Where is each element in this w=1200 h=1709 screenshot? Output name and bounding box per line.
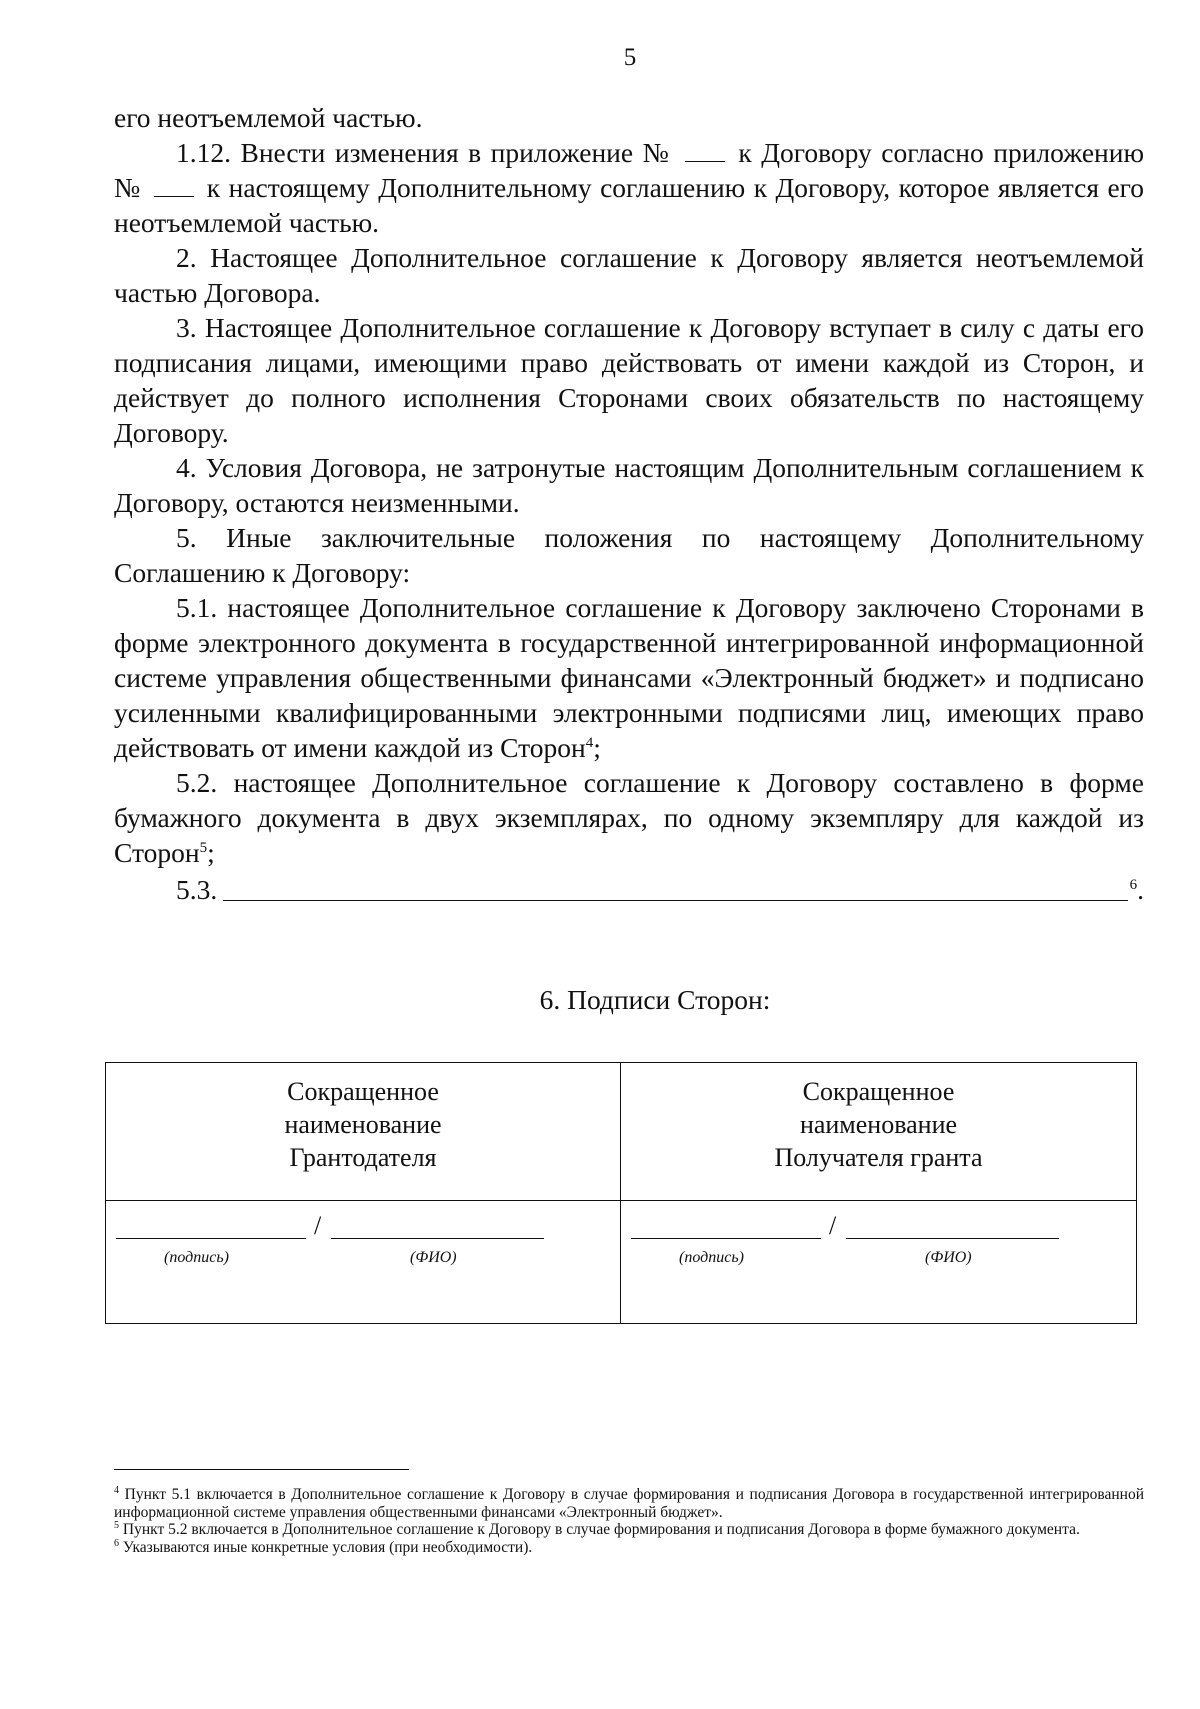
footnotes (114, 1486, 1144, 1556)
signature-caption: (подпись) (164, 1249, 229, 1266)
paragraph-continuation: его неотъемлемой частью. (114, 102, 423, 133)
footnote-text: Пункт 5.1 включается в Дополнительное соглашение к Договору в случае формирования и подписания Договора в государственной интегрированной информационной системе управления общественными финансами «Электронный бюджет». (114, 1486, 1144, 1521)
footnote-5 (114, 1521, 1144, 1539)
grantor-header-line: Грантодателя (289, 1143, 437, 1172)
recipient-header-line: наименование (799, 1110, 958, 1139)
recipient-header-cell (621, 1063, 1136, 1201)
paragraph-5-3 (114, 872, 1144, 907)
grantor-signature-cell (106, 1201, 621, 1323)
footnote-text: Указываются иные конкретные условия (при необходимости). (122, 1538, 533, 1556)
paragraph-1-12 (114, 135, 1144, 240)
signature-table (105, 1062, 1137, 1324)
paragraph-5: 5. Иные заключительные положения по настоящему Дополнительному Соглашению к Договору: (114, 522, 1144, 588)
paragraph-5-2-text: 5.2. настоящее Дополнительное соглашение к Договору составлено в форме бумажного документа в двух экземплярах, по одному экземпляру для каждой из Сторон (114, 767, 1144, 868)
paragraph-5-2 (114, 765, 1144, 870)
paragraph-4: 4. Условия Договора, не затронутые настоящим Дополнительным соглашением к Договору, остаются неизменными. (114, 452, 1144, 518)
footnote-ref-4: 4 (585, 734, 594, 751)
footnote-separator (114, 1469, 409, 1470)
signature-slash: / (314, 1211, 322, 1240)
recipient-header-line: Получателя гранта (774, 1143, 983, 1172)
grantor-signature-lines (116, 1211, 550, 1239)
paragraph-5-1 (114, 590, 1144, 765)
footnote-ref-6: 6 (1129, 876, 1138, 893)
name-line (331, 1212, 544, 1239)
footnote-number: 6 (114, 1537, 119, 1549)
recipient-signature-cell (621, 1201, 1136, 1323)
document-body (114, 100, 1144, 907)
recipient-signature-lines (631, 1211, 1066, 1239)
grantor-header-line: Сокращенное (287, 1077, 439, 1106)
blank-field (154, 174, 194, 197)
grantor-header-cell (106, 1063, 621, 1201)
grantor-header-line: наименование (284, 1110, 442, 1139)
footnote-number: 4 (114, 1484, 119, 1496)
paragraph-5-1-end: ; (593, 732, 601, 763)
page-number: 5 (623, 44, 637, 71)
blank-field (223, 874, 1127, 901)
name-caption: (ФИО) (925, 1249, 972, 1266)
footnote-4 (114, 1486, 1144, 1521)
signature-line (631, 1212, 821, 1239)
footnote-number: 5 (114, 1519, 119, 1531)
paragraph-5-3-suffix (1130, 872, 1144, 907)
paragraph-5-3-label: 5.3. (176, 874, 218, 905)
paragraph-3: 3. Настоящее Дополнительное соглашение к Договору вступает в силу с даты его подписания лицами, имеющими право действовать от имени каждой из Сторон, и действует до полного исполнения Сторонами своих обязательств по настоящему Договору. (114, 312, 1144, 448)
paragraph-1-12-part-b: к Договору согласно приложению № (114, 137, 1145, 203)
signature-line (116, 1212, 306, 1239)
recipient-header-line: Сокращенное (802, 1077, 955, 1106)
paragraph-1-12-part-c: к настоящему Дополнительному соглашению к Договору, которое является его неотъемлемой частью. (114, 172, 1144, 238)
signature-slash: / (829, 1211, 837, 1240)
blank-field (685, 139, 725, 162)
name-caption: (ФИО) (410, 1249, 457, 1266)
signature-caption: (подпись) (679, 1249, 744, 1266)
paragraph-5-3-end: . (1137, 874, 1144, 905)
paragraph-5-1-text: 5.1. настоящее Дополнительное соглашение к Договору заключено Сторонами в форме электронного документа в государственной интегрированной информационной системе управления общественными финансами «Электронный бюджет» и подписано усиленными квалифицированными электронными подписями лиц, имеющих право действовать от имени каждой из Сторон (114, 592, 1144, 763)
name-line (846, 1212, 1059, 1239)
paragraph-5-2-end: ; (207, 837, 215, 868)
paragraph-1-12-part-a: 1.12. Внести изменения в приложение № (176, 137, 672, 168)
section-title: 6. Подписи Сторон: (539, 984, 771, 1015)
footnote-6 (114, 1539, 1144, 1557)
paragraph-2: 2. Настоящее Дополнительное соглашение к Договору является неотъемлемой частью Договора. (114, 242, 1144, 308)
footnote-text: Пункт 5.2 включается в Дополнительное соглашение к Договору в случае формирования и подписания Договора в форме бумажного документа. (122, 1521, 1080, 1538)
footnote-ref-5: 5 (199, 839, 208, 856)
